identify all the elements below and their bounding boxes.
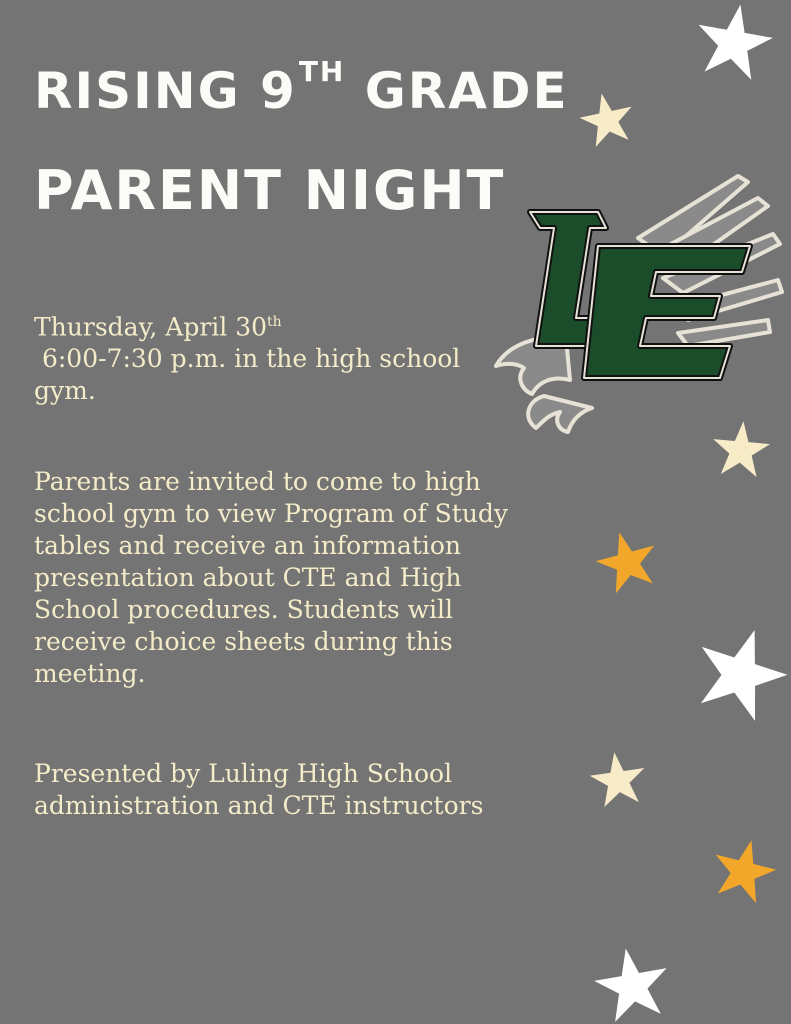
presenter-credit: Presented by Luling High School administration and CTE instructors <box>34 759 484 820</box>
event-date: Thursday, April 30 <box>34 312 268 342</box>
event-date-suffix: th <box>267 314 282 330</box>
star-icon <box>594 528 660 594</box>
school-eagle-logo <box>488 168 788 438</box>
event-date-time <box>34 306 504 407</box>
title-line-1: RISING 9TH GRADE <box>34 55 569 120</box>
star-icon <box>584 944 680 1024</box>
star-icon <box>683 0 785 82</box>
star-icon <box>588 748 648 810</box>
star-icon <box>710 836 778 904</box>
event-time: 6:00-7:30 p.m. in the high school gym. <box>34 344 461 406</box>
title-line-2: PARENT NIGHT <box>34 159 506 222</box>
star-icon <box>710 418 772 480</box>
logo-letter-e <box>584 246 750 378</box>
star-icon <box>578 90 636 148</box>
eagle-talons <box>528 396 592 432</box>
event-description: Parents are invited to come to high school gym to view Program of Study tables and receive an information presentation about CTE and High School procedures. Students will receive choice sheets during this meeting. <box>34 467 509 688</box>
star-icon <box>692 620 790 724</box>
